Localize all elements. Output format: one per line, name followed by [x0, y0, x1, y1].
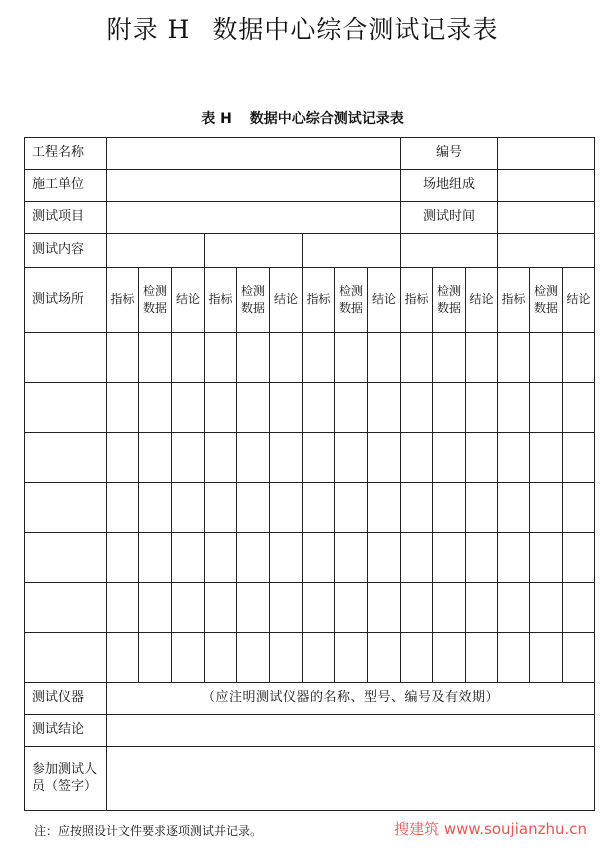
test-time-label: 测试时间 — [401, 202, 498, 234]
test-record-table — [24, 137, 595, 811]
test-content-cell[interactable] — [498, 234, 595, 268]
test-data-header: 检测数据 — [139, 268, 172, 333]
row-test-content — [25, 234, 595, 268]
watermark: 搜建筑 www.soujianzhu.cn — [394, 820, 587, 838]
row-instrument — [25, 683, 595, 715]
footnote: 注：应按照设计文件要求逐项测试并记录。 — [34, 824, 263, 838]
conclusion-label: 测试结论 — [25, 715, 107, 747]
test-content-label: 测试内容 — [25, 234, 107, 268]
serial-no-label: 编号 — [401, 138, 498, 170]
indicator-header: 指标 — [303, 268, 335, 333]
serial-no-value[interactable] — [498, 138, 595, 170]
test-data-header: 检测数据 — [335, 268, 368, 333]
table-title — [0, 108, 605, 128]
project-name-label: 工程名称 — [25, 138, 107, 170]
conclusion-header: 结论 — [270, 268, 303, 333]
instrument-label: 测试仪器 — [25, 683, 107, 715]
conclusion-header: 结论 — [466, 268, 498, 333]
test-data-header: 检测数据 — [433, 268, 466, 333]
table-label: 表 H — [201, 111, 232, 127]
test-time-value[interactable] — [498, 202, 595, 234]
test-data-header: 检测数据 — [530, 268, 563, 333]
instrument-note[interactable]: （应注明测试仪器的名称、型号、编号及有效期） — [107, 683, 595, 715]
data-row — [25, 433, 595, 483]
site-composition-value[interactable] — [498, 170, 595, 202]
appendix-heading: 数据中心综合测试记录表 — [212, 15, 499, 44]
test-item-value[interactable] — [107, 202, 401, 234]
test-item-label: 测试项目 — [25, 202, 107, 234]
project-name-value[interactable] — [107, 138, 401, 170]
conclusion-header: 结论 — [368, 268, 401, 333]
table-heading: 数据中心综合测试记录表 — [249, 111, 404, 127]
data-row — [25, 333, 595, 383]
test-content-cell[interactable] — [401, 234, 498, 268]
test-content-cell[interactable] — [107, 234, 205, 268]
indicator-header: 指标 — [107, 268, 139, 333]
data-row — [25, 633, 595, 683]
data-row — [25, 383, 595, 433]
row-project — [25, 138, 595, 170]
indicator-header: 指标 — [401, 268, 433, 333]
appendix-title — [0, 10, 605, 46]
construction-unit-value[interactable] — [107, 170, 401, 202]
conclusion-header: 结论 — [563, 268, 595, 333]
test-data-header: 检测数据 — [237, 268, 270, 333]
construction-unit-label: 施工单位 — [25, 170, 107, 202]
test-content-cell[interactable] — [303, 234, 401, 268]
indicator-header: 指标 — [205, 268, 237, 333]
data-row — [25, 583, 595, 633]
row-construction-unit — [25, 170, 595, 202]
row-participants — [25, 747, 595, 811]
row-conclusion — [25, 715, 595, 747]
participants-label: 参加测试人员（签字） — [25, 747, 107, 811]
test-location-label: 测试场所 — [25, 268, 107, 333]
site-composition-label: 场地组成 — [401, 170, 498, 202]
row-test-item — [25, 202, 595, 234]
data-row — [25, 483, 595, 533]
conclusion-header: 结论 — [172, 268, 205, 333]
data-row — [25, 533, 595, 583]
test-content-cell[interactable] — [205, 234, 303, 268]
participants-value[interactable] — [107, 747, 595, 811]
appendix-label: 附录 H — [106, 15, 191, 44]
indicator-header: 指标 — [498, 268, 530, 333]
conclusion-value[interactable] — [107, 715, 595, 747]
row-test-location — [25, 268, 595, 333]
